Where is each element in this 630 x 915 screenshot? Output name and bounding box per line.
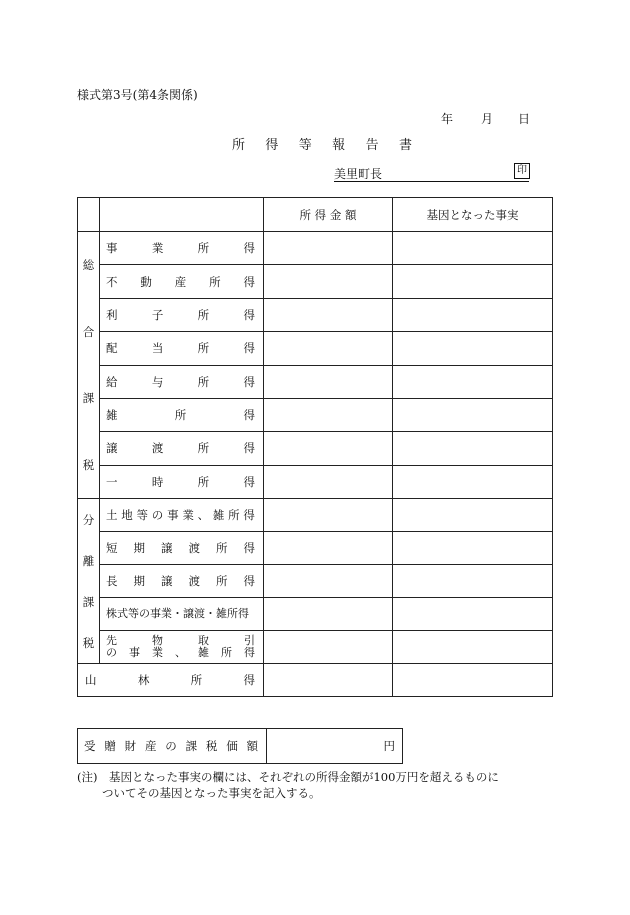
label-char: 期 bbox=[133, 574, 145, 588]
fact-cell[interactable] bbox=[393, 664, 553, 697]
amount-cell[interactable] bbox=[264, 631, 393, 664]
label-char: 得 bbox=[243, 274, 255, 289]
category-comprehensive bbox=[78, 232, 100, 499]
table-row-label bbox=[100, 532, 264, 565]
label-char: 課 bbox=[82, 594, 95, 609]
label-char: 短 bbox=[106, 541, 118, 555]
label-char: 配 bbox=[106, 341, 118, 356]
table-row-label bbox=[100, 298, 264, 331]
label-char: 得 bbox=[243, 508, 255, 522]
amount-cell[interactable] bbox=[264, 265, 393, 298]
date-year: 年 bbox=[441, 112, 454, 126]
gift-property-label bbox=[78, 729, 267, 764]
fact-cell[interactable] bbox=[393, 332, 553, 365]
amount-cell[interactable] bbox=[264, 332, 393, 365]
label-char: 所 bbox=[209, 274, 221, 289]
table-row-label bbox=[100, 565, 264, 598]
label-char: の bbox=[151, 508, 164, 522]
amount-cell[interactable] bbox=[264, 232, 393, 265]
label-char: 税 bbox=[205, 739, 218, 753]
amount-cell[interactable] bbox=[264, 465, 393, 498]
amount-cell[interactable] bbox=[264, 598, 393, 631]
label-char: 所 bbox=[190, 673, 203, 687]
label-char: 課 bbox=[82, 391, 95, 406]
label-char: 得 bbox=[243, 441, 255, 456]
fact-cell[interactable] bbox=[393, 532, 553, 565]
label-char: 譲 bbox=[161, 574, 173, 588]
label-char: 土 bbox=[106, 508, 118, 522]
fact-cell[interactable] bbox=[393, 232, 553, 265]
amount-cell[interactable] bbox=[264, 298, 393, 331]
label-char: 得 bbox=[243, 541, 255, 555]
label-char: 所 bbox=[174, 408, 187, 423]
label-char: 所 bbox=[197, 307, 210, 322]
date-month: 月 bbox=[481, 112, 494, 126]
label-char: 子 bbox=[151, 307, 164, 322]
date-day: 日 bbox=[518, 112, 531, 126]
amount-cell[interactable] bbox=[264, 365, 393, 398]
label-char: 引 bbox=[244, 634, 255, 647]
label-char: 業 bbox=[182, 508, 194, 522]
category-separate bbox=[78, 499, 100, 664]
label-char: 一 bbox=[106, 474, 118, 489]
header-fact: 基因となった事実 bbox=[393, 198, 553, 232]
label-char: 得 bbox=[243, 241, 255, 256]
table-row-label bbox=[100, 232, 264, 265]
label-char: 産 bbox=[174, 274, 187, 289]
fact-cell[interactable] bbox=[393, 499, 553, 532]
label-char: 、 bbox=[197, 508, 210, 522]
label-char: 合 bbox=[82, 324, 95, 339]
note-text bbox=[77, 769, 557, 801]
label-char: 渡 bbox=[151, 441, 164, 456]
label-char: 所 bbox=[197, 374, 210, 389]
label-char: 額 bbox=[246, 739, 258, 753]
addressee-field bbox=[334, 165, 529, 182]
label-char: 告 bbox=[365, 138, 379, 153]
label-char: 渡 bbox=[188, 541, 200, 555]
label-char: 当 bbox=[151, 341, 164, 356]
label-char: 産 bbox=[144, 739, 157, 753]
label-char: 所 bbox=[197, 341, 210, 356]
label-char: 、 bbox=[175, 646, 186, 659]
yen-unit: 円 bbox=[383, 739, 395, 753]
header-label-cell bbox=[100, 198, 264, 232]
label-char: 得 bbox=[243, 408, 255, 423]
note-line-2: ついてその基因となった事実を記入する。 bbox=[102, 786, 321, 800]
label-char: 長 bbox=[106, 574, 118, 588]
label-char: 事 bbox=[167, 508, 179, 522]
note-line-1: (注) 基因となった事実の欄には、それぞれの所得金額が100万円を超えるものに bbox=[77, 770, 499, 784]
fact-cell[interactable] bbox=[393, 365, 553, 398]
label-char: 給 bbox=[106, 374, 118, 389]
seal-mark: 印 bbox=[514, 163, 530, 179]
fact-cell[interactable] bbox=[393, 398, 553, 431]
label-char: 財 bbox=[124, 739, 137, 753]
label-char: 取 bbox=[198, 634, 209, 647]
table-row-label bbox=[100, 398, 264, 431]
table-row-label bbox=[100, 631, 264, 664]
amount-cell[interactable] bbox=[264, 532, 393, 565]
label-char: 与 bbox=[151, 374, 164, 389]
amount-cell[interactable] bbox=[264, 398, 393, 431]
label-char: 得 bbox=[243, 474, 255, 489]
label-char: の bbox=[165, 739, 177, 753]
label-char: 所 bbox=[232, 138, 246, 153]
label-char: 林 bbox=[137, 673, 150, 687]
table-row-label bbox=[78, 664, 264, 697]
label-char: 総 bbox=[82, 258, 95, 273]
label-char: 期 bbox=[133, 541, 145, 555]
label-char: 雑 bbox=[106, 408, 118, 423]
label-char: 利 bbox=[106, 307, 118, 322]
label-char: 分 bbox=[82, 512, 95, 527]
fact-cell[interactable] bbox=[393, 265, 553, 298]
label-char: 税 bbox=[82, 635, 95, 650]
label-char: 事 bbox=[106, 241, 118, 256]
table-row-label bbox=[100, 365, 264, 398]
label-char: 雑 bbox=[198, 646, 209, 659]
label-char: 業 bbox=[152, 646, 163, 659]
document-title bbox=[232, 134, 412, 153]
label-char: 地 bbox=[121, 508, 133, 522]
income-table bbox=[77, 197, 553, 697]
label-char: 譲 bbox=[106, 441, 118, 456]
label-char: 所 bbox=[197, 474, 210, 489]
fact-cell[interactable] bbox=[393, 598, 553, 631]
label-char: 課 bbox=[185, 739, 198, 753]
label-char: 山 bbox=[85, 673, 97, 687]
label-char: 等 bbox=[136, 508, 149, 522]
fact-cell[interactable] bbox=[393, 565, 553, 598]
fact-cell[interactable] bbox=[393, 465, 553, 498]
label-char: 得 bbox=[243, 673, 255, 687]
label-char: 事 bbox=[129, 646, 140, 659]
label-char: 書 bbox=[398, 138, 412, 153]
table-row-label bbox=[100, 332, 264, 365]
label-char: 渡 bbox=[188, 574, 200, 588]
label-char: 所 bbox=[216, 574, 228, 588]
label-char: 離 bbox=[82, 553, 95, 568]
label-char: 得 bbox=[244, 646, 255, 659]
table-row-label bbox=[100, 432, 264, 465]
label-char: 得 bbox=[243, 574, 255, 588]
label-char: 贈 bbox=[104, 739, 116, 753]
form-number: 様式第3号(第4条関係) bbox=[77, 88, 198, 102]
label-char: 所 bbox=[221, 646, 232, 659]
amount-cell[interactable] bbox=[264, 432, 393, 465]
fact-cell[interactable] bbox=[393, 631, 553, 664]
label-char: 所 bbox=[197, 441, 210, 456]
table-row-label bbox=[100, 499, 264, 532]
label-char: 譲 bbox=[161, 541, 173, 555]
header-corner-cell bbox=[78, 198, 100, 232]
label-char: 不 bbox=[106, 274, 118, 289]
label-char: 業 bbox=[151, 241, 164, 256]
label-char: の bbox=[106, 646, 117, 659]
label-char: 価 bbox=[226, 739, 238, 753]
label-char: 得 bbox=[243, 374, 255, 389]
amount-cell[interactable] bbox=[264, 664, 393, 697]
label-char: 時 bbox=[151, 474, 164, 489]
label-char: 物 bbox=[152, 634, 163, 647]
fact-cell[interactable] bbox=[393, 298, 553, 331]
header-amount: 所 得 金 額 bbox=[264, 198, 393, 232]
gift-property-table bbox=[77, 728, 403, 764]
fact-cell[interactable] bbox=[393, 432, 553, 465]
amount-cell[interactable] bbox=[264, 565, 393, 598]
label-char: 得 bbox=[265, 138, 279, 153]
table-row-label bbox=[100, 465, 264, 498]
addressee-label: 美里町長 bbox=[334, 167, 383, 181]
gift-property-value[interactable] bbox=[267, 729, 403, 764]
amount-cell[interactable] bbox=[264, 499, 393, 532]
label-char: 等 bbox=[298, 138, 312, 153]
label-char: 先 bbox=[106, 634, 117, 647]
label-char: 所 bbox=[228, 508, 240, 522]
label-char: 得 bbox=[243, 341, 255, 356]
label-char: 動 bbox=[140, 274, 152, 289]
table-row-label: 株式等の事業・譲渡・雑所得 bbox=[100, 598, 264, 631]
label-char: 税 bbox=[82, 457, 95, 472]
label-char: 所 bbox=[216, 541, 228, 555]
label-char: 受 bbox=[84, 739, 96, 753]
label-char: 所 bbox=[197, 241, 210, 256]
label-char: 得 bbox=[243, 307, 255, 322]
label-char: 雑 bbox=[212, 508, 225, 522]
label-char: 報 bbox=[332, 138, 346, 153]
table-row-label bbox=[100, 265, 264, 298]
